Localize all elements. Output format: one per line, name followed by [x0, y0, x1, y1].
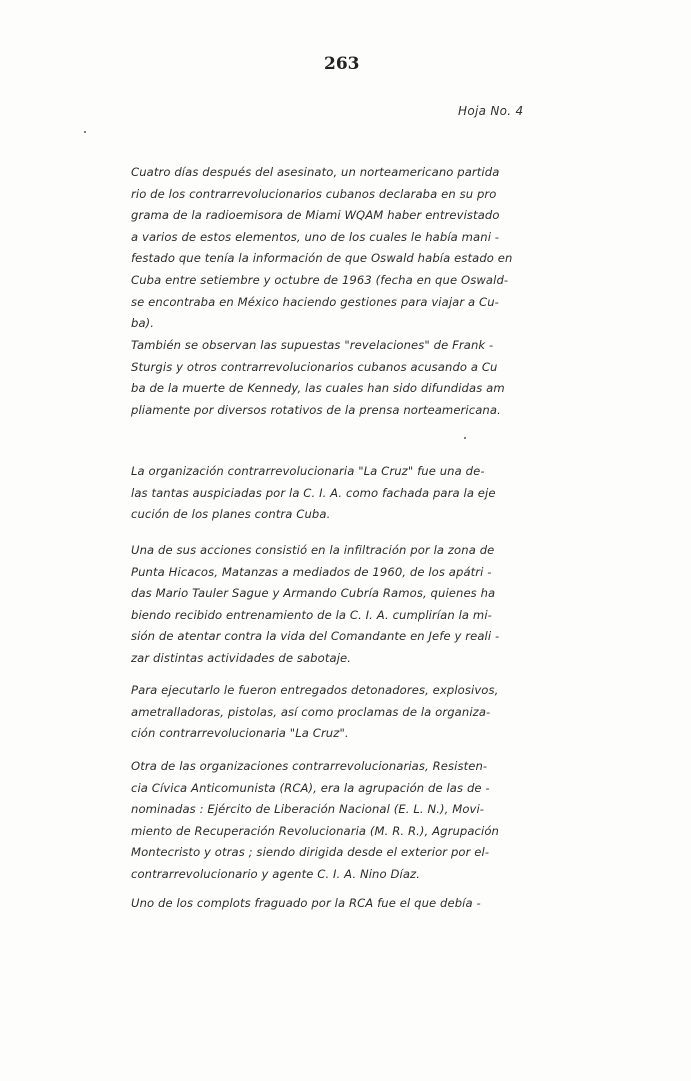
text-line: nominadas : Ejército de Liberación Nacional (E. L. N.), Movi- [131, 802, 485, 817]
text-line: rio de los contrarrevolucionarios cubanos declaraba en su pro [131, 186, 497, 201]
text-line: ba de la muerte de Kennedy, las cuales han sido difundidas am [131, 381, 505, 396]
scan-speck [464, 437, 466, 439]
text-line: ción contrarrevolucionaria "La Cruz". [131, 726, 349, 741]
paragraph-3 [131, 461, 556, 526]
scan-speck [84, 131, 86, 133]
text-line: festado que tenía la información de que Oswald había estado en [131, 251, 513, 266]
text-line: Cuatro días después del asesinato, un norteamericano partida [131, 165, 500, 179]
text-line: Otra de las organizaciones contrarrevolucionarias, Resisten- [131, 759, 488, 773]
text-line: cia Cívica Anticomunista (RCA), era la agrupación de las de - [131, 780, 490, 795]
text-line: miento de Recuperación Revolucionaria (M. R. R.), Agrupación [131, 823, 499, 838]
text-line: grama de la radioemisora de Miami WQAM haber entrevistado [131, 208, 500, 223]
text-line: Punta Hicacos, Matanzas a mediados de 1960, de los apátri - [131, 564, 492, 579]
text-line: se encontraba en México haciendo gestiones para viajar a Cu- [131, 294, 499, 309]
paragraph-6 [131, 756, 556, 886]
text-line: Uno de los complots fraguado por la RCA fue el que debía - [131, 896, 481, 910]
text-line: Montecristo y otras ; siendo dirigida desde el exterior por el- [131, 845, 490, 860]
sheet-label: Hoja No. 4 [458, 104, 524, 118]
text-line: Sturgis y otros contrarrevolucionarios cubanos acusando a Cu [131, 359, 498, 374]
paragraph-7 [131, 893, 556, 915]
text-line: sión de atentar contra la vida del Comandante en Jefe y reali - [131, 629, 500, 644]
text-line: ametralladoras, pistolas, así como proclamas de la organiza- [131, 704, 491, 719]
paragraph-2 [131, 335, 556, 421]
text-line: También se observan las supuestas "revelaciones" de Frank - [131, 338, 494, 352]
text-line: Cuba entre setiembre y octubre de 1963 (fecha en que Oswald- [131, 272, 509, 287]
text-line: las tantas auspiciadas por la C. I. A. como fachada para la eje [131, 485, 496, 500]
paragraph-1 [131, 162, 556, 335]
paragraph-5 [131, 680, 556, 745]
text-line: pliamente por diversos rotativos de la prensa norteamericana. [131, 402, 501, 417]
text-line: das Mario Tauler Sague y Armando Cubría Ramos, quienes ha [131, 586, 496, 601]
paragraph-4 [131, 540, 556, 670]
text-line: contrarrevolucionario y agente C. I. A. Nino Díaz. [131, 866, 421, 881]
text-line: zar distintas actividades de sabotaje. [131, 650, 352, 665]
text-line: ba). [131, 316, 155, 331]
text-line: a varios de estos elementos, uno de los cuales le había mani - [131, 229, 500, 244]
text-line: biendo recibido entrenamiento de la C. I. A. cumplirían la mi- [131, 607, 492, 622]
text-line: Una de sus acciones consistió en la infiltración por la zona de [131, 543, 495, 557]
text-line: cución de los planes contra Cuba. [131, 507, 331, 522]
text-line: Para ejecutarlo le fueron entregados detonadores, explosivos, [131, 683, 499, 697]
page-number: 263 [324, 54, 360, 74]
text-line: La organización contrarrevolucionaria "La Cruz" fue una de- [131, 464, 485, 478]
